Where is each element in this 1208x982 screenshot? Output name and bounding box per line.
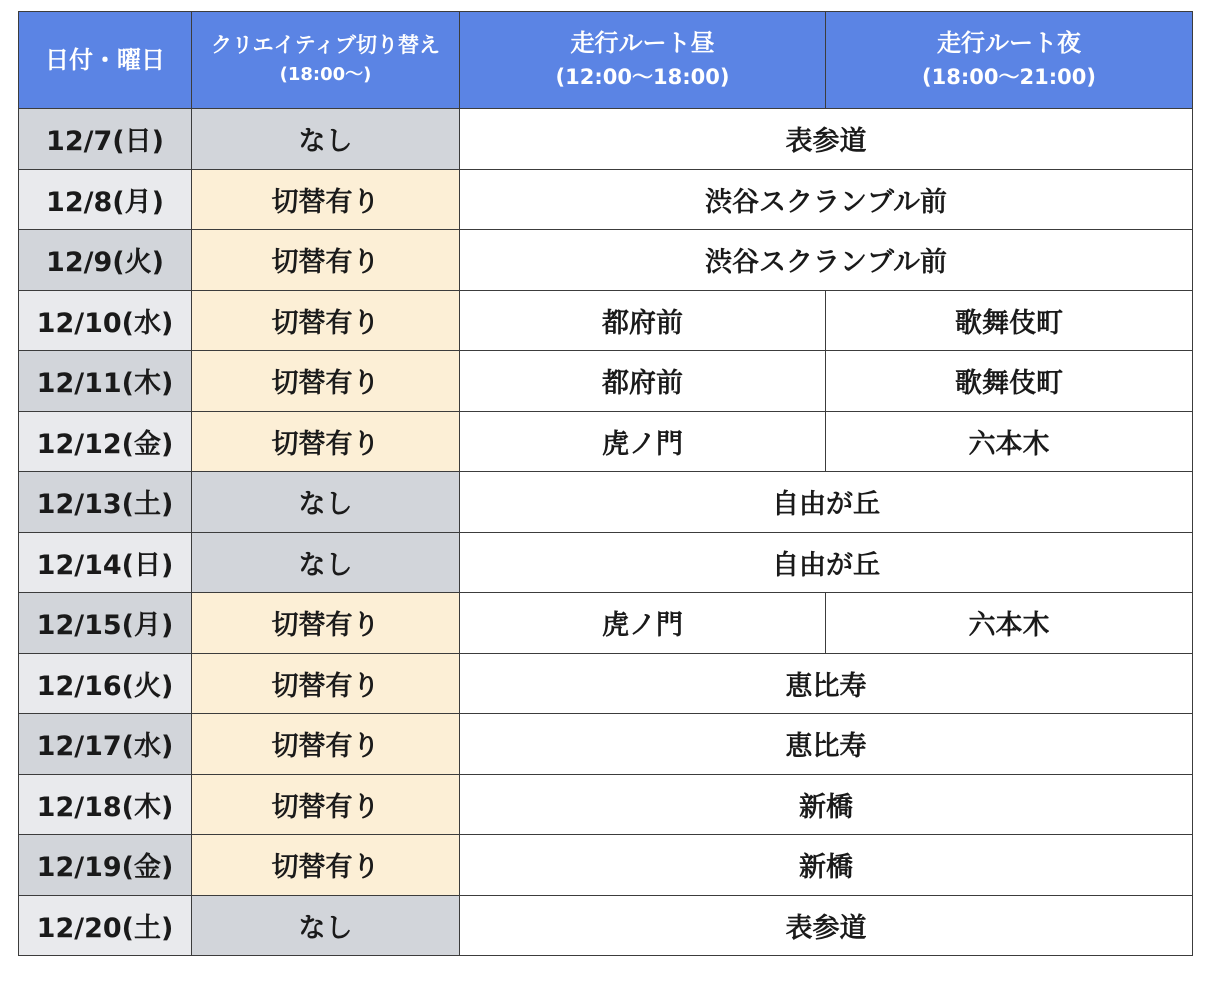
header-row: [19, 12, 1193, 109]
creative-switch-cell: 切替有り: [192, 351, 460, 412]
date-cell: 12/8(月): [19, 169, 192, 230]
table-row: [19, 593, 1193, 654]
table-row: [19, 472, 1193, 533]
table-row: [19, 230, 1193, 291]
creative-switch-cell: なし: [192, 472, 460, 533]
table-header: [19, 12, 1193, 109]
table-row: [19, 714, 1193, 775]
table-row: [19, 774, 1193, 835]
route-cell-night: 歌舞伎町: [826, 290, 1193, 351]
creative-switch-cell: 切替有り: [192, 593, 460, 654]
date-cell: 12/14(日): [19, 532, 192, 593]
route-cell-night: 六本木: [826, 593, 1193, 654]
table-row: [19, 290, 1193, 351]
creative-switch-cell: 切替有り: [192, 714, 460, 775]
date-cell: 12/13(土): [19, 472, 192, 533]
route-cell-day: 都府前: [460, 351, 826, 412]
header-day-route-label: 走行ルート昼: [570, 29, 715, 57]
date-cell: 12/19(金): [19, 835, 192, 896]
creative-switch-cell: なし: [192, 532, 460, 593]
route-cell-all-day: 自由が丘: [460, 532, 1193, 593]
route-cell-all-day: 表参道: [460, 895, 1193, 956]
header-night-route-label: 走行ルート夜: [937, 29, 1081, 57]
route-cell-day: 虎ノ門: [460, 593, 826, 654]
creative-switch-cell: 切替有り: [192, 835, 460, 896]
table-row: [19, 351, 1193, 412]
table-row: [19, 653, 1193, 714]
table-row: [19, 169, 1193, 230]
date-cell: 12/12(金): [19, 411, 192, 472]
date-cell: 12/17(水): [19, 714, 192, 775]
header-creative-time: (18:00〜): [279, 64, 372, 85]
route-cell-all-day: 恵比寿: [460, 714, 1193, 775]
route-cell-all-day: 新橋: [460, 835, 1193, 896]
route-cell-all-day: 渋谷スクランブル前: [460, 169, 1193, 230]
header-creative-switch: [192, 12, 460, 109]
route-cell-all-day: 表参道: [460, 109, 1193, 170]
creative-switch-cell: 切替有り: [192, 411, 460, 472]
creative-switch-cell: 切替有り: [192, 290, 460, 351]
creative-switch-cell: 切替有り: [192, 653, 460, 714]
route-cell-day: 虎ノ門: [460, 411, 826, 472]
date-cell: 12/7(日): [19, 109, 192, 170]
route-cell-all-day: 新橋: [460, 774, 1193, 835]
creative-switch-cell: 切替有り: [192, 169, 460, 230]
date-cell: 12/20(土): [19, 895, 192, 956]
date-cell: 12/16(火): [19, 653, 192, 714]
table-body: [19, 109, 1193, 956]
table-row: [19, 109, 1193, 170]
header-night-route-time: (18:00〜21:00): [922, 65, 1096, 89]
route-cell-all-day: 自由が丘: [460, 472, 1193, 533]
route-cell-all-day: 恵比寿: [460, 653, 1193, 714]
table-row: [19, 895, 1193, 956]
header-night-route: [826, 12, 1193, 109]
date-cell: 12/10(水): [19, 290, 192, 351]
creative-switch-cell: なし: [192, 109, 460, 170]
header-creative-label: クリエイティブ切り替え: [211, 33, 440, 57]
route-cell-night: 歌舞伎町: [826, 351, 1193, 412]
header-day-route: [460, 12, 826, 109]
header-day-route-time: (12:00〜18:00): [555, 65, 730, 89]
date-cell: 12/18(木): [19, 774, 192, 835]
route-schedule-table: [18, 11, 1193, 956]
date-cell: 12/9(火): [19, 230, 192, 291]
header-date: 日付・曜日: [19, 12, 192, 109]
date-cell: 12/15(月): [19, 593, 192, 654]
creative-switch-cell: なし: [192, 895, 460, 956]
route-cell-day: 都府前: [460, 290, 826, 351]
route-cell-night: 六本木: [826, 411, 1193, 472]
table-row: [19, 411, 1193, 472]
table-row: [19, 835, 1193, 896]
table-row: [19, 532, 1193, 593]
creative-switch-cell: 切替有り: [192, 230, 460, 291]
date-cell: 12/11(木): [19, 351, 192, 412]
route-cell-all-day: 渋谷スクランブル前: [460, 230, 1193, 291]
creative-switch-cell: 切替有り: [192, 774, 460, 835]
